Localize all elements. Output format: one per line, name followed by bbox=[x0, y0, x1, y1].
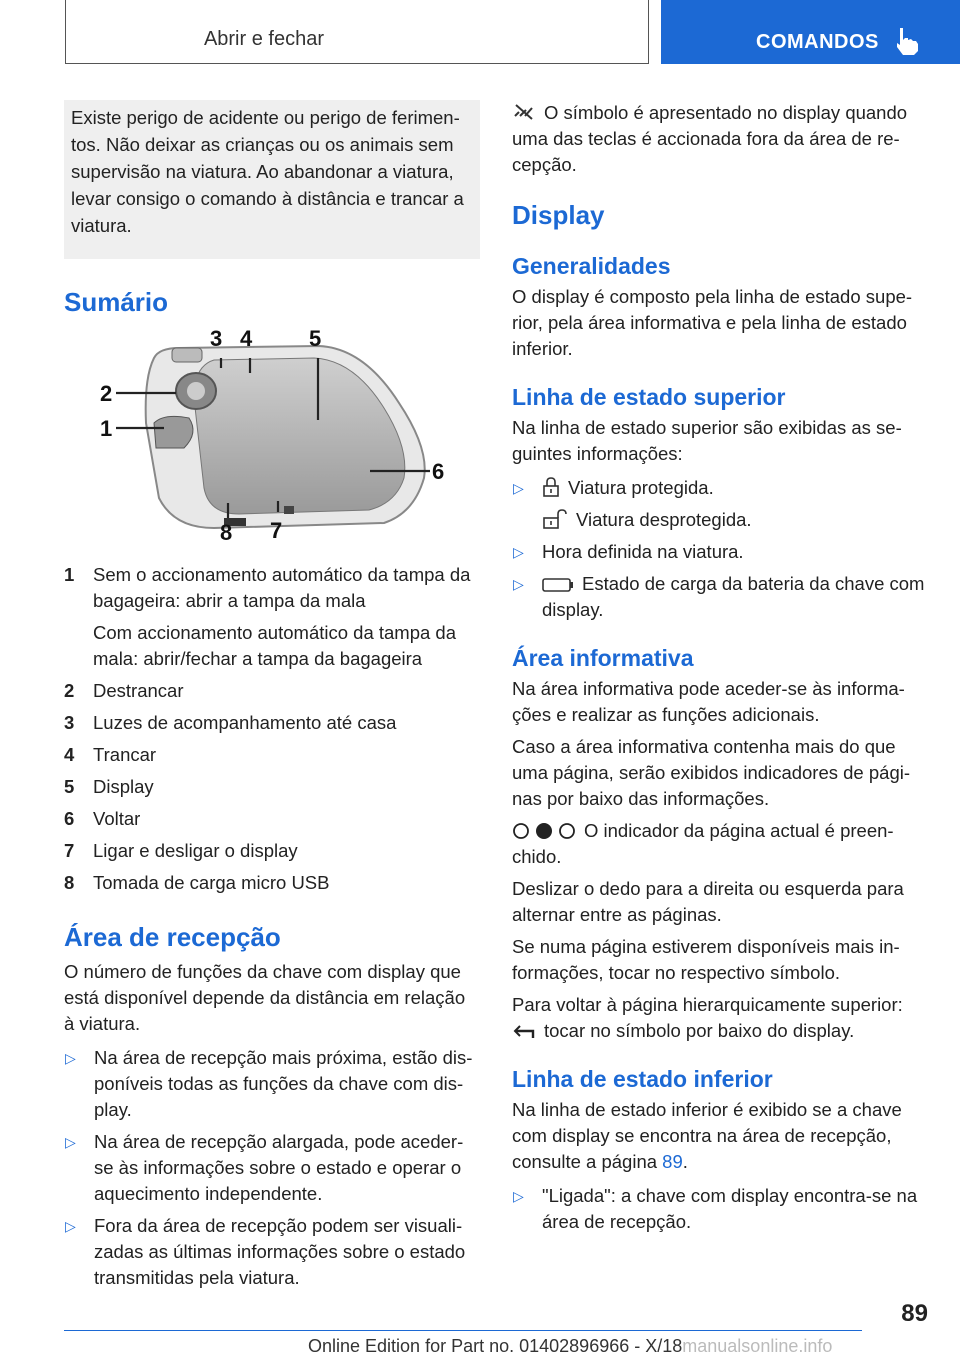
header-section-box bbox=[65, 0, 649, 64]
list-item: 1 Sem o accionamento automático da tampa da bagageira: abrir a tampa da mala Com accionamento automático da tampa da mala: abrir/fechar a tampa da bagageira bbox=[64, 564, 471, 669]
triangle-bullet-icon: ▷ bbox=[513, 480, 524, 496]
general-text: O display é composto pela linha de estado superior, pela área informativa e pela linha de estado inferior. bbox=[512, 286, 913, 359]
figure-label-1: 1 bbox=[100, 416, 113, 441]
figure-label-7: 7 bbox=[270, 518, 283, 543]
right-column bbox=[512, 100, 928, 1241]
info-area-heading: Área informativa bbox=[512, 645, 694, 671]
figure-label-2: 2 bbox=[100, 381, 113, 406]
power-switch bbox=[284, 506, 294, 514]
triangle-bullet-icon: ▷ bbox=[65, 1218, 76, 1234]
figure-label-3: 3 bbox=[210, 328, 223, 351]
list-item: 8 Tomada de carga micro USB bbox=[64, 872, 330, 893]
page-indicator-icon bbox=[512, 822, 576, 840]
figure-label-8: 8 bbox=[220, 520, 233, 545]
figure-label-6: 6 bbox=[432, 459, 445, 484]
info-paragraph: Para voltar à página hierarquicamente superior: tocar no símbolo por baixo do display. bbox=[512, 994, 903, 1041]
out-of-range-text: O símbolo é apresentado no display quando uma das teclas é accionada fora da área de recepção. bbox=[512, 102, 908, 175]
reception-heading: Área de recepção bbox=[64, 922, 281, 952]
back-arrow-icon bbox=[512, 1024, 536, 1040]
triangle-bullet-icon: ▷ bbox=[513, 1188, 524, 1204]
header-chapter-tab bbox=[661, 0, 960, 64]
triangle-bullet-icon: ▷ bbox=[513, 576, 524, 592]
list-item: ▷ Na área de recepção mais próxima, estão disponíveis todas as funções da chave com display. bbox=[64, 1045, 480, 1123]
figure-label-5: 5 bbox=[309, 328, 322, 351]
info-paragraph: O indicador da página actual é preenchido. bbox=[512, 820, 894, 867]
footer-watermark: manualsonline.info bbox=[682, 1336, 833, 1356]
trunk-button bbox=[154, 416, 193, 448]
info-paragraph: Deslizar o dedo para a direita ou esquerda para alternar entre as páginas. bbox=[512, 878, 904, 925]
unlocked-icon bbox=[542, 509, 568, 529]
list-item: 6 Voltar bbox=[64, 808, 141, 829]
list-item: 5 Display bbox=[64, 776, 154, 797]
warning-box bbox=[64, 100, 480, 259]
component-list bbox=[64, 562, 480, 896]
locked-icon bbox=[542, 477, 560, 497]
list-item: ▷ Viatura protegida. Viatura desprotegida. bbox=[512, 475, 928, 533]
hand-pointer-icon bbox=[894, 27, 920, 55]
info-paragraph: Se numa página estiverem disponíveis mais informações, tocar no respectivo símbolo. bbox=[512, 936, 900, 983]
left-column bbox=[64, 100, 480, 1297]
summary-heading: Sumário bbox=[64, 287, 169, 317]
list-item: ▷ Na área de recepção alargada, pode aceder-se às informações sobre o estado e operar o aquecimento independente. bbox=[64, 1129, 480, 1207]
list-item: 4 Trancar bbox=[64, 744, 157, 765]
reception-intro: O número de funções da chave com display que está disponível depende da distância em relação à viatura. bbox=[64, 961, 466, 1034]
list-item: 2 Destrancar bbox=[64, 680, 184, 701]
upper-status-heading: Linha de estado superior bbox=[512, 384, 786, 410]
no-signal-icon bbox=[512, 102, 536, 122]
list-item: ▷ "Ligada": a chave com display encontra-se na área de recepção. bbox=[512, 1183, 928, 1235]
lower-status-heading: Linha de estado inferior bbox=[512, 1066, 773, 1092]
battery-icon bbox=[542, 577, 574, 593]
lock-button bbox=[187, 382, 205, 400]
list-item: 7 Ligar e desligar o display bbox=[64, 840, 298, 861]
info-paragraph: Na área informativa pode aceder-se às informações e realizar as funções adicionais. bbox=[512, 678, 905, 725]
list-item: ▷ Estado de carga da bateria da chave com display. bbox=[512, 571, 928, 623]
warning-text: Existe perigo de acidente ou perigo de ferimentos. Não deixar as crianças ou os animais sem supervisão na viatura. Ao abandonar a viatura, levar consigo o comando à distância e trancar a viatura. bbox=[71, 107, 464, 236]
list-item: 3 Luzes de acompanhamento até casa bbox=[64, 712, 397, 733]
page-number: 89 bbox=[901, 1300, 928, 1327]
figure-label-4: 4 bbox=[240, 328, 253, 351]
footer-edition: Online Edition for Part no. 01402896966 - X/18manualsonline.info bbox=[308, 1336, 833, 1356]
display-heading: Display bbox=[512, 200, 605, 230]
general-heading: Generalidades bbox=[512, 253, 671, 279]
triangle-bullet-icon: ▷ bbox=[513, 544, 524, 560]
page-reference-link[interactable]: 89 bbox=[662, 1151, 683, 1172]
triangle-bullet-icon: ▷ bbox=[65, 1050, 76, 1066]
header-section-title: Abrir e fechar bbox=[203, 28, 324, 50]
list-item: ▷ Hora definida na viatura. bbox=[512, 539, 928, 565]
header-chapter-title: COMANDOS bbox=[756, 31, 879, 53]
upper-status-intro: Na linha de estado superior são exibidas as seguintes informações: bbox=[512, 417, 902, 464]
info-paragraph: Caso a área informativa contenha mais do que uma página, serão exibidos indicadores de páginas por baixo das informações. bbox=[512, 736, 911, 809]
list-item: ▷ Fora da área de recepção podem ser visualizadas as últimas informações sobre o estado transmitidas pela viatura. bbox=[64, 1213, 480, 1291]
key-fob-figure bbox=[64, 328, 480, 548]
triangle-bullet-icon: ▷ bbox=[65, 1134, 76, 1150]
footer-divider bbox=[64, 1330, 862, 1331]
lower-status-text: Na linha de estado inferior é exibido se a chave com display se encontra na área de recepção, consulte a página 89. bbox=[512, 1099, 902, 1172]
